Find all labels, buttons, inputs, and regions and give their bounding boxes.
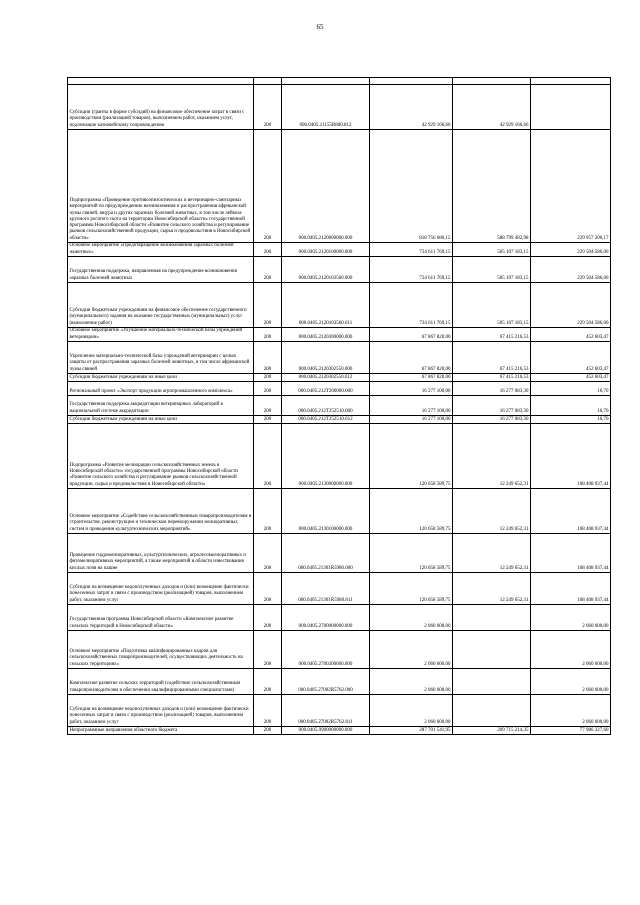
row-amount-remaining-cell: 2 060 600,00 (531, 631, 611, 669)
row-amount-planned-cell: 2 060 600,00 (370, 669, 453, 695)
row-amount-remaining-cell: 452 603,47 (531, 374, 611, 382)
row-vr-cell: 200 (254, 130, 282, 243)
row-vr-cell: 200 (254, 605, 282, 631)
table-row (68, 534, 611, 573)
row-code-cell: 000.0405.27002R5762.000 (282, 669, 370, 695)
row-name-cell: Государственная поддержка, направленная на предупреждение возникновения заразных болезней животных (68, 257, 254, 283)
table-row (68, 328, 611, 342)
row-amount-planned-cell: 120 658 589,75 (370, 424, 453, 489)
row-amount-planned-cell: 2 060 600,00 (370, 695, 453, 727)
row-code-cell (282, 78, 370, 85)
table-row (68, 130, 611, 243)
row-amount-executed-cell: 67 415 216,53 (453, 374, 531, 382)
table-row (68, 243, 611, 257)
row-code-cell: 000.0405.212T252510.612 (282, 416, 370, 424)
row-amount-planned-cell: 120 658 589,75 (370, 534, 453, 573)
row-name-cell: Непрограммные направления областного бюджета (68, 727, 254, 735)
row-name-cell: Субсидии бюджетным учреждениям на финансовое обеспечение государственного (муниципального) задания на оказание государственных (муниципальных) услуг (выполнение работ) (68, 283, 254, 328)
row-amount-remaining-cell (531, 85, 611, 130)
row-name-cell: Субсидии на возмещение недополученных доходов и (или) возмещение фактически понесенных затрат в связи с производством (реализацией) товаров, выполнением работ, оказанием услуг (68, 695, 254, 727)
row-amount-executed-cell: 67 415 216,53 (453, 328, 531, 342)
row-amount-executed-cell (453, 631, 531, 669)
row-amount-remaining-cell: 229 957 206,17 (531, 130, 611, 243)
table-row (68, 605, 611, 631)
row-amount-planned-cell: 67 867 820,00 (370, 374, 453, 382)
row-amount-remaining-cell: 452 603,47 (531, 342, 611, 374)
row-name-cell: Проведение гидромелиоративных, культуртехнических, агролесомелиоративных и фитомелиоративных мероприятий, а также мероприятий в области известкования кислых почв на пашне (68, 534, 254, 573)
row-amount-remaining-cell: 229 504 586,00 (531, 257, 611, 283)
row-code-cell: 000.0405.2700200000.000 (282, 631, 370, 669)
row-amount-planned-cell: 2 060 600,00 (370, 631, 453, 669)
row-amount-executed-cell: 209 715 214,35 (453, 727, 531, 735)
table-row (68, 342, 611, 374)
row-amount-remaining-cell (531, 78, 611, 85)
row-code-cell: 000.0405.2130000000.000 (282, 424, 370, 489)
table-row (68, 727, 611, 735)
row-code-cell: 000.0405.2120103560.000 (282, 257, 370, 283)
row-name-cell: Основное мероприятие «Улучшение материально-технической базы учреждений ветеринарии» (68, 328, 254, 342)
row-amount-executed-cell: 67 415 216,53 (453, 342, 531, 374)
row-amount-planned-cell: 734 611 769,15 (370, 283, 453, 328)
row-amount-remaining-cell: 108 408 937,44 (531, 534, 611, 573)
row-amount-executed-cell: 12 249 652,31 (453, 534, 531, 573)
row-name-cell: Региональный проект «Экспорт продукции агропромышленного комплекса» (68, 382, 254, 396)
row-name-cell: Субсидии бюджетным учреждениям на иные цели (68, 374, 254, 382)
row-code-cell: 000.0405.21155R800.812 (282, 85, 370, 130)
row-amount-executed-cell: 16 277 083,30 (453, 382, 531, 396)
row-amount-remaining-cell: 108 408 937,44 (531, 489, 611, 534)
table-row (68, 396, 611, 416)
row-amount-executed-cell (453, 695, 531, 727)
row-amount-remaining-cell: 2 060 600,00 (531, 669, 611, 695)
row-amount-planned-cell: 16 277 100,00 (370, 382, 453, 396)
table-row (68, 374, 611, 382)
row-name-cell: Основное мероприятие «Содействие сельскохозяйственным товаропроизводителям в строительстве, реконструкции и техническом перевооружении мелиоративных систем и проведении культуртехнических мероприятий» (68, 489, 254, 534)
row-amount-planned-cell: 2 060 600,00 (370, 605, 453, 631)
row-vr-cell: 200 (254, 424, 282, 489)
row-amount-planned-cell: 734 611 769,15 (370, 257, 453, 283)
row-name-cell: Подпрограмма «Проведение противоэпизоотических и ветеринарно-санитарных мероприятий по предупреждению возникновения и распространения африканской чумы свиней, ящура и других заразных болезней животных, в том числе лейкоза крупного рогатого скота на территории Новосибирской области» государственной программы Новосибирской области «Развитие сельского хозяйства и регулирование рынков сельскохозяйственной продукции, сырья и продовольствия в Новосибирской области» (68, 130, 254, 243)
row-amount-planned-cell: 42 929 166,66 (370, 85, 453, 130)
row-code-cell: 000.0405.2130100000.000 (282, 489, 370, 534)
table-row (68, 283, 611, 328)
table-row (68, 382, 611, 396)
row-name-cell: Субсидии (гранты в форме субсидий) на финансовое обеспечение затрат в связи с производством (реализацией товаров), выполнением работ, оказанием услуг, подлежащие казначейскому сопровождению (68, 85, 254, 130)
row-amount-remaining-cell: 2 060 600,00 (531, 605, 611, 631)
table-row (68, 573, 611, 605)
table-row (68, 78, 611, 85)
row-amount-remaining-cell: 16,70 (531, 382, 611, 396)
row-amount-planned-cell (370, 78, 453, 85)
row-name-cell: Основное мероприятие «Подготовка квалифицированных кадров для сельскохозяйственных товаропроизводителей, осуществляющих деятельность на сельских территориях» (68, 631, 254, 669)
row-vr-cell: 200 (254, 534, 282, 573)
row-vr-cell: 200 (254, 283, 282, 328)
row-code-cell: 000.0405.21301R5980.000 (282, 534, 370, 573)
row-amount-planned-cell: 67 867 820,00 (370, 328, 453, 342)
row-amount-executed-cell: 588 799 482,98 (453, 130, 531, 243)
row-name-cell: Укрепление материально-технической базы учреждений ветеринарии с целью защиты от распространения заразных болезней животных, в том числе африканской чумы свиней (68, 342, 254, 374)
table-row (68, 631, 611, 669)
row-vr-cell: 200 (254, 727, 282, 735)
row-code-cell: 000.0405.2120000000.000 (282, 130, 370, 243)
row-code-cell: 000.0405.212T252510.000 (282, 396, 370, 416)
row-amount-planned-cell: 818 756 680,15 (370, 130, 453, 243)
row-code-cell: 000.0405.27002R5762.811 (282, 695, 370, 727)
row-code-cell: 000.0405.21301R5980.811 (282, 573, 370, 605)
row-amount-executed-cell: 505 107 183,15 (453, 257, 531, 283)
row-code-cell: 000.0405.2120302550.612 (282, 374, 370, 382)
row-amount-remaining-cell: 229 504 586,00 (531, 283, 611, 328)
row-amount-planned-cell: 67 867 820,00 (370, 342, 453, 374)
row-code-cell: 000.0405.2120103560.611 (282, 283, 370, 328)
table-row (68, 489, 611, 534)
row-code-cell: 000.0405.212T200000.000 (282, 382, 370, 396)
table-row (68, 416, 611, 424)
row-vr-cell: 200 (254, 374, 282, 382)
row-vr-cell: 200 (254, 573, 282, 605)
row-amount-planned-cell: 120 658 589,75 (370, 489, 453, 534)
row-vr-cell: 200 (254, 669, 282, 695)
row-vr-cell: 200 (254, 342, 282, 374)
row-amount-remaining-cell: 108 408 937,44 (531, 424, 611, 489)
row-amount-remaining-cell: 229 504 586,00 (531, 243, 611, 257)
row-vr-cell: 200 (254, 631, 282, 669)
row-code-cell: 000.0405.2120302550.000 (282, 342, 370, 374)
table-row (68, 695, 611, 727)
row-amount-executed-cell: 12 249 652,31 (453, 424, 531, 489)
page-number: 65 (316, 23, 324, 31)
row-amount-executed-cell (453, 669, 531, 695)
row-vr-cell: 200 (254, 328, 282, 342)
row-amount-executed-cell (453, 605, 531, 631)
row-code-cell: 000.0405.2700000000.000 (282, 605, 370, 631)
row-vr-cell: 200 (254, 416, 282, 424)
row-amount-executed-cell: 505 107 183,15 (453, 243, 531, 257)
row-name-cell (68, 78, 254, 85)
row-amount-remaining-cell: 452 603,47 (531, 328, 611, 342)
row-name-cell: Субсидии на возмещение недополученных доходов и (или) возмещение фактически понесенных затрат в связи с производством (реализацией) товаров, выполнением работ, оказанием услуг (68, 573, 254, 605)
row-vr-cell (254, 78, 282, 85)
row-name-cell: Субсидии бюджетным учреждениям на иные цели (68, 416, 254, 424)
row-amount-planned-cell: 734 611 769,15 (370, 243, 453, 257)
row-name-cell: Государственная программа Новосибирской области «Комплексное развитие сельских территорий в Новосибирской области» (68, 605, 254, 631)
budget-table (67, 77, 611, 735)
row-name-cell: Комплексное развитие сельских территорий (содействие сельскохозяйственным товаропроизводителям в обеспечении квалифицированными специалистами) (68, 669, 254, 695)
table-row (68, 257, 611, 283)
budget-table-body (68, 78, 611, 735)
row-amount-remaining-cell: 108 408 937,44 (531, 573, 611, 605)
row-amount-planned-cell: 287 701 541,95 (370, 727, 453, 735)
row-vr-cell: 200 (254, 85, 282, 130)
row-code-cell: 000.0405.2120300000.000 (282, 328, 370, 342)
row-amount-executed-cell: 12 249 652,31 (453, 573, 531, 605)
row-amount-planned-cell: 16 277 100,00 (370, 396, 453, 416)
row-code-cell: 000.0405.9900000000.000 (282, 727, 370, 735)
row-code-cell: 000.0405.2120100000.000 (282, 243, 370, 257)
row-vr-cell: 200 (254, 396, 282, 416)
row-amount-executed-cell: 12 249 652,31 (453, 489, 531, 534)
row-amount-executed-cell: 16 277 083,30 (453, 396, 531, 416)
row-amount-remaining-cell: 2 060 600,00 (531, 695, 611, 727)
row-amount-executed-cell (453, 78, 531, 85)
row-name-cell: Подпрограмма «Развитие мелиорации сельскохозяйственных земель в Новосибирской области» государственной программы Новосибирской области «Развитие сельского хозяйства и регулирование рынков сельскохозяйственной продукции, сырья и продовольствия в Новосибирской области» (68, 424, 254, 489)
row-name-cell: Государственная поддержка аккредитации ветеринарных лабораторий в национальной системе аккредитации (68, 396, 254, 416)
row-vr-cell: 200 (254, 257, 282, 283)
row-amount-executed-cell: 16 277 083,30 (453, 416, 531, 424)
row-amount-planned-cell: 16 277 100,00 (370, 416, 453, 424)
row-vr-cell: 200 (254, 489, 282, 534)
row-vr-cell: 200 (254, 243, 282, 257)
row-vr-cell: 200 (254, 382, 282, 396)
table-row (68, 424, 611, 489)
row-amount-remaining-cell: 77 986 327,60 (531, 727, 611, 735)
row-amount-remaining-cell: 16,70 (531, 416, 611, 424)
row-amount-planned-cell: 120 658 589,75 (370, 573, 453, 605)
row-name-cell: Основное мероприятие «Предотвращение возникновения заразных болезней животных» (68, 243, 254, 257)
row-vr-cell: 200 (254, 695, 282, 727)
row-amount-executed-cell: 42 929 166,66 (453, 85, 531, 130)
table-row (68, 85, 611, 130)
row-amount-executed-cell: 505 107 183,15 (453, 283, 531, 328)
row-amount-remaining-cell: 16,70 (531, 396, 611, 416)
table-row (68, 669, 611, 695)
